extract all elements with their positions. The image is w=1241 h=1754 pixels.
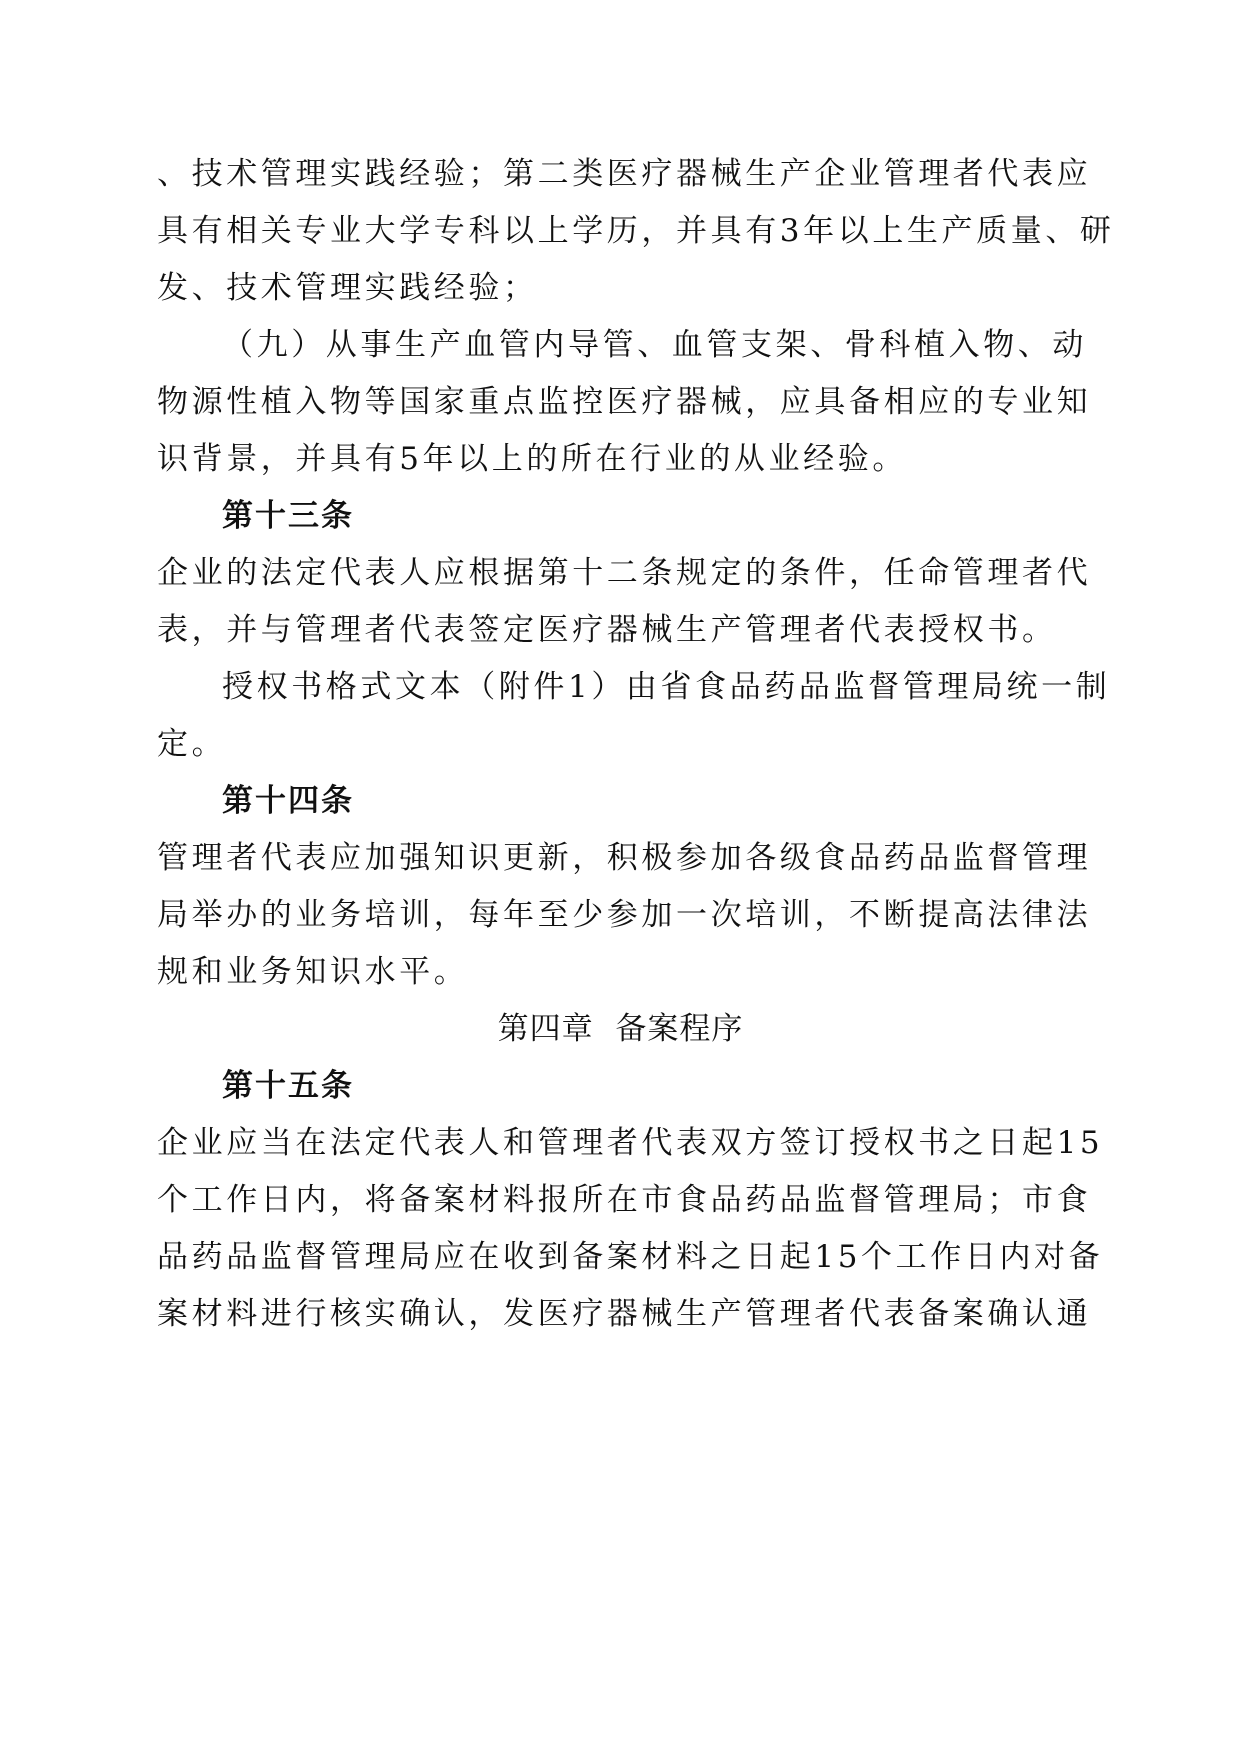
paragraph-line: 个工作日内，将备案材料报所在市食品药品监督管理局；市食 [157, 1182, 1092, 1218]
article-heading: 第十三条 [222, 498, 354, 534]
paragraph-line: 规和业务知识水平。 [157, 954, 469, 990]
paragraph-line: 定。 [157, 726, 227, 762]
paragraph-line: 品药品监督管理局应在收到备案材料之日起15个工作日内对备 [157, 1239, 1104, 1275]
article-heading: 第十四条 [222, 783, 354, 819]
paragraph-line: 局举办的业务培训，每年至少参加一次培训，不断提高法律法 [157, 897, 1092, 933]
article-heading: 第十五条 [222, 1068, 354, 1104]
paragraph-line: 管理者代表应加强知识更新，积极参加各级食品药品监督管理 [157, 840, 1092, 876]
paragraph-line: 、技术管理实践经验；第二类医疗器械生产企业管理者代表应 [157, 156, 1092, 192]
paragraph-line: 企业的法定代表人应根据第十二条规定的条件，任命管理者代 [157, 555, 1092, 591]
paragraph-line: 具有相关专业大学专科以上学历，并具有3年以上生产质量、研 [157, 213, 1115, 249]
chapter-heading: 第四章 备案程序 [497, 1011, 744, 1047]
paragraph-line: 发、技术管理实践经验； [157, 270, 538, 306]
paragraph-line: 企业应当在法定代表人和管理者代表双方签订授权书之日起15 [157, 1125, 1104, 1161]
paragraph-line: 识背景，并具有5年以上的所在行业的从业经验。 [157, 441, 907, 477]
paragraph-line: 物源性植入物等国家重点监控医疗器械，应具备相应的专业知 [157, 384, 1092, 420]
paragraph-line: 授权书格式文本（附件1）由省食品药品监督管理局统一制 [222, 669, 1111, 705]
paragraph-line: 案材料进行核实确认，发医疗器械生产管理者代表备案确认通 [157, 1296, 1092, 1332]
paragraph-line: 表，并与管理者代表签定医疗器械生产管理者代表授权书。 [157, 612, 1057, 648]
paragraph-line: （九）从事生产血管内导管、血管支架、骨科植入物、动 [222, 327, 1087, 363]
